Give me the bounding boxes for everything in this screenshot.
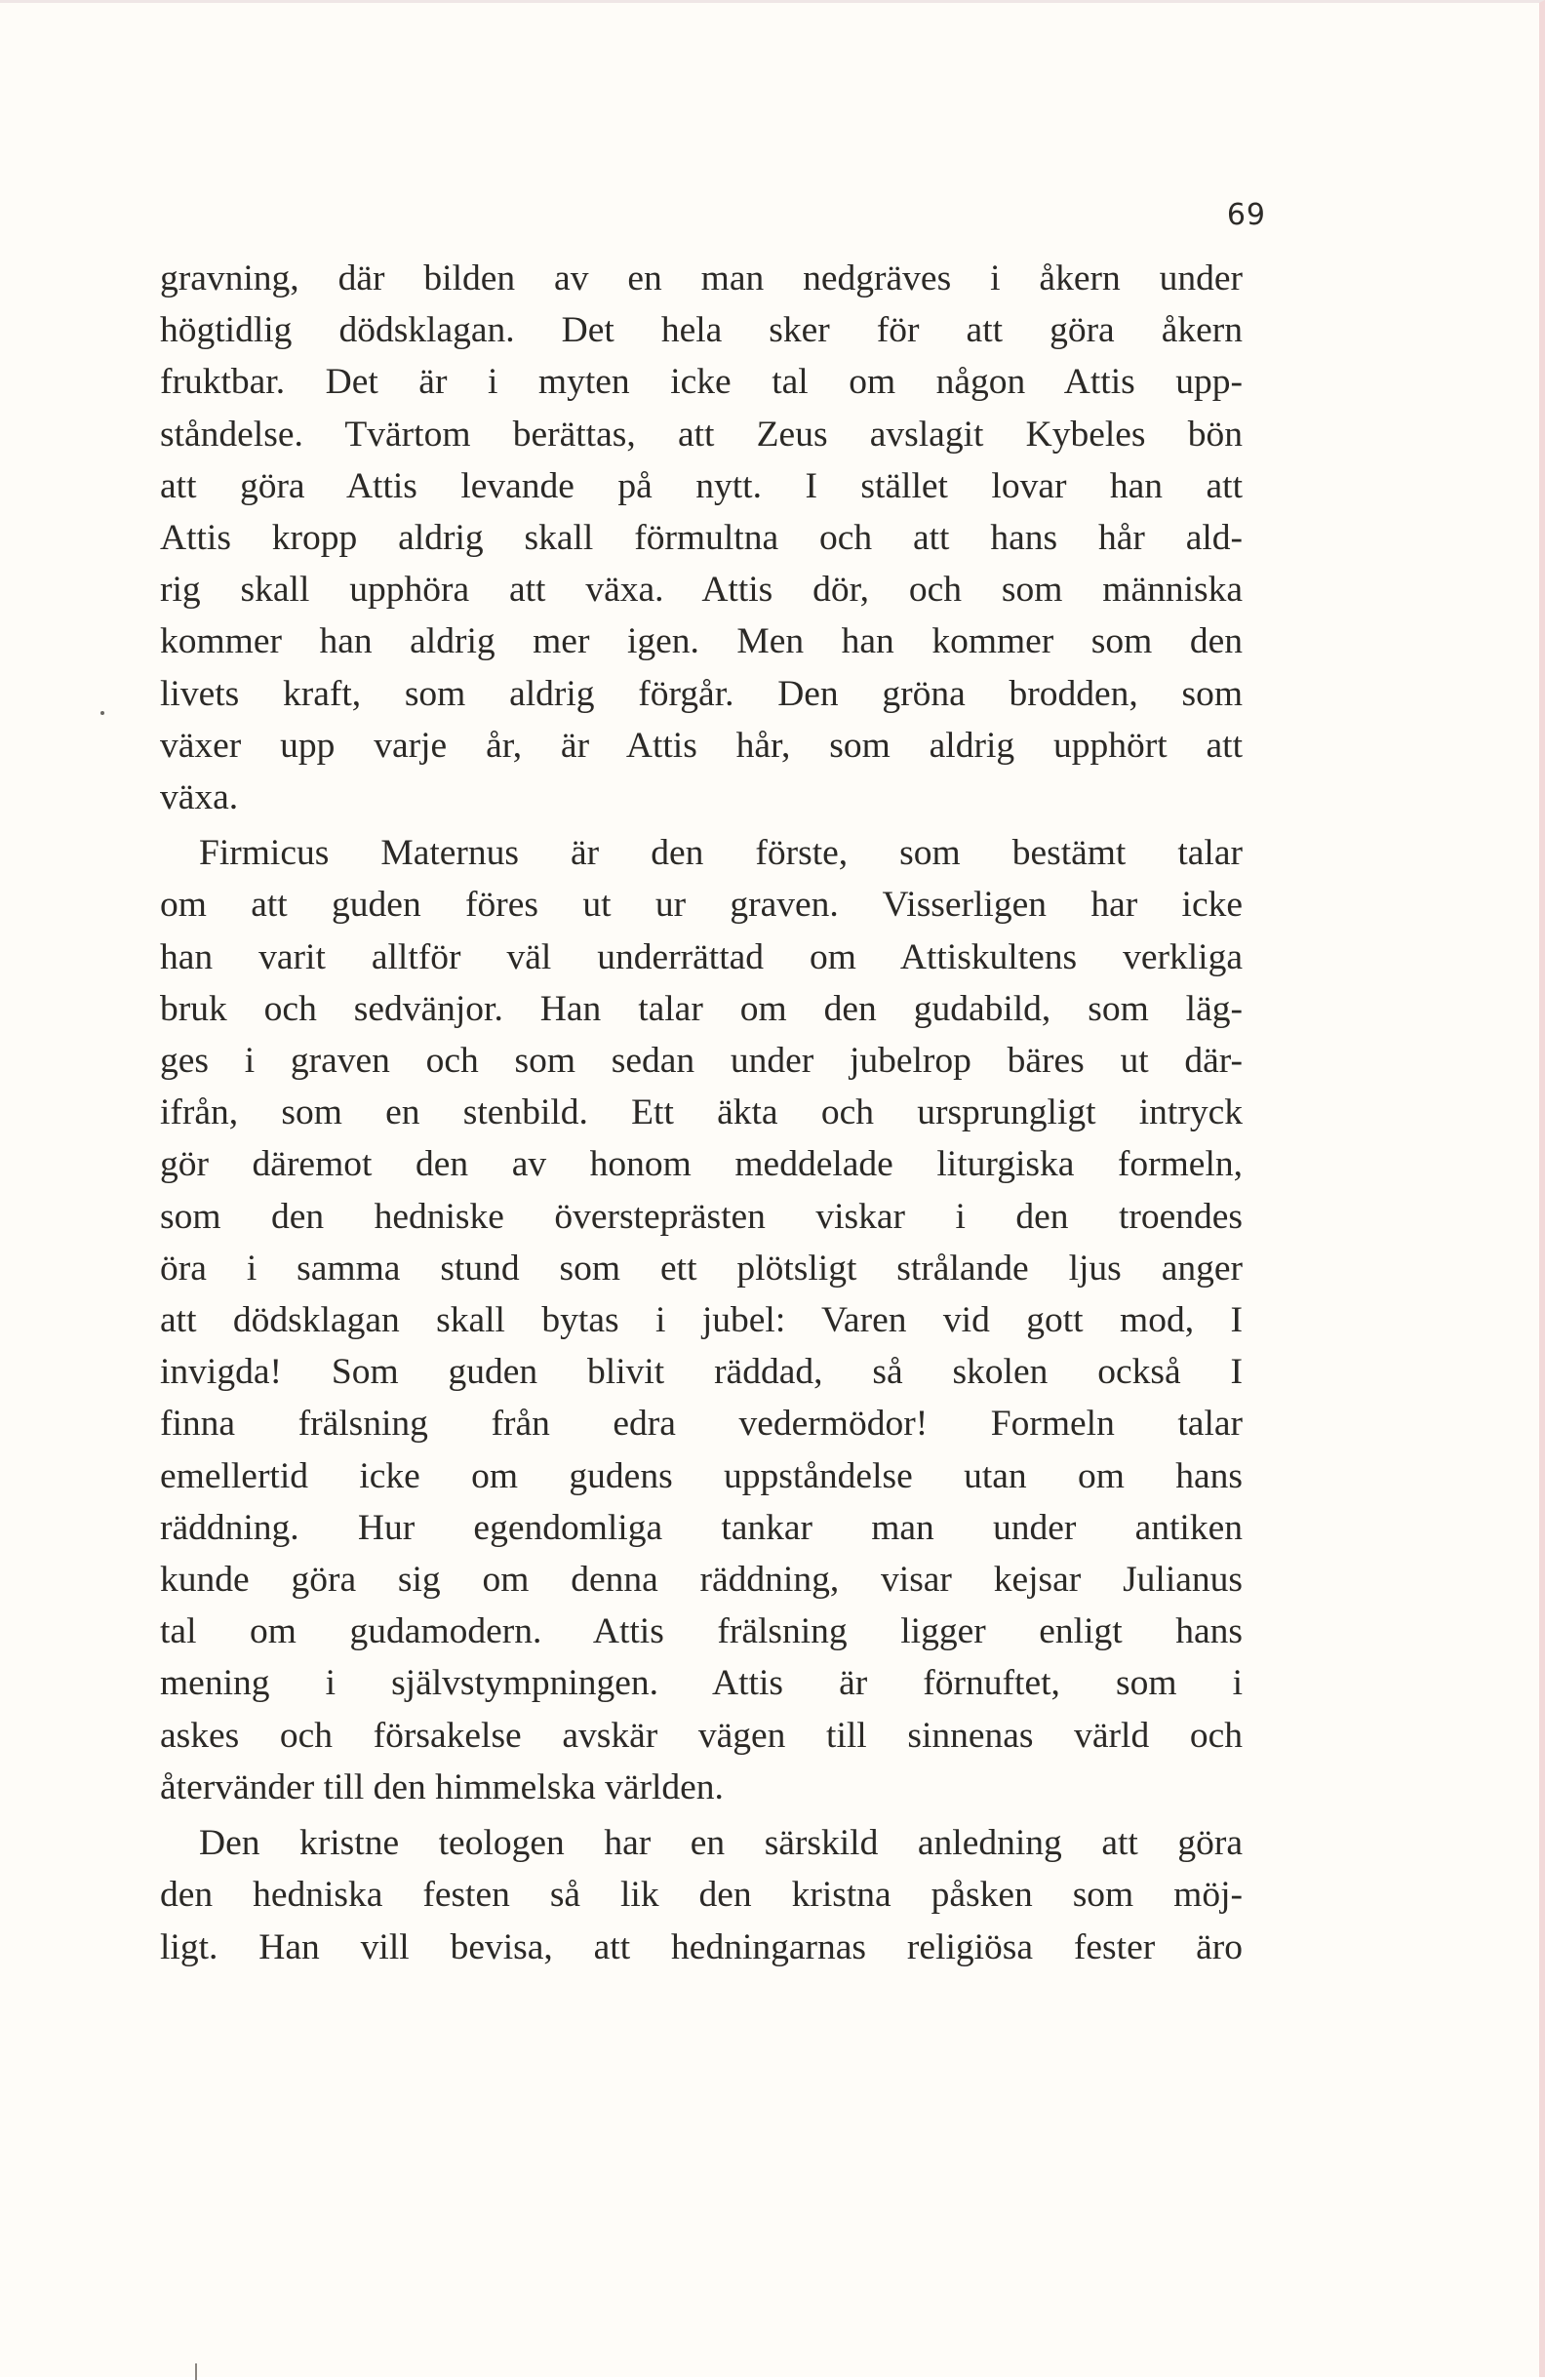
text-line: öra i samma stund som ett plötsligt strålande ljus anger xyxy=(160,1248,1243,1289)
text-line: högtidlig dödsklagan. Det hela sker för att göra åkern xyxy=(160,310,1243,351)
text-line: ståndelse. Tvärtom berättas, att Zeus avslagit Kybeles bön xyxy=(160,414,1243,455)
text-line: Firmicus Maternus är den förste, som bestämt talar xyxy=(199,833,1243,874)
paragraph-1 xyxy=(160,253,1243,823)
text-line: återvänder till den himmelska världen. xyxy=(160,1766,724,1807)
text-line: gör däremot den av honom meddelade liturgiska formeln, xyxy=(160,1144,1243,1185)
text-line: Attis kropp aldrig skall förmultna och att hans hår ald- xyxy=(160,518,1243,559)
text-line: kommer han aldrig mer igen. Men han kommer som den xyxy=(160,621,1243,662)
text-line: askes och försakelse avskär vägen till sinnenas värld och xyxy=(160,1715,1243,1756)
text-line: ges i graven och som sedan under jubelrop bäres ut där- xyxy=(160,1041,1243,1082)
text-line: emellertid icke om gudens uppståndelse utan om hans xyxy=(160,1455,1243,1496)
text-line: som den hedniske översteprästen viskar i den troendes xyxy=(160,1196,1243,1237)
text-line: om att guden föres ut ur graven. Visserligen har icke xyxy=(160,885,1243,926)
text-line: bruk och sedvänjor. Han talar om den gudabild, som läg- xyxy=(160,988,1243,1029)
text-line: mening i självstympningen. Attis är förnuftet, som i xyxy=(160,1663,1243,1704)
text-line: att dödsklagan skall bytas i jubel: Varen vid gott mod, I xyxy=(160,1300,1243,1341)
text-line: växa. xyxy=(160,777,239,818)
text-line: han varit alltför väl underrättad om Attiskultens verkliga xyxy=(160,936,1243,977)
edge-mark xyxy=(195,2363,197,2380)
text-line: den hedniska festen så lik den kristna påsken som möj- xyxy=(160,1875,1243,1916)
text-line: ifrån, som en stenbild. Ett äkta och ursprungligt intryck xyxy=(160,1092,1243,1133)
text-line: räddning. Hur egendomliga tankar man under antiken xyxy=(160,1507,1243,1548)
text-line: växer upp varje år, är Attis hår, som aldrig upphört att xyxy=(160,725,1243,766)
text-line: kunde göra sig om denna räddning, visar kejsar Julianus xyxy=(160,1560,1243,1601)
text-line: att göra Attis levande på nytt. I stället lovar han att xyxy=(160,465,1243,506)
text-line: livets kraft, som aldrig förgår. Den gröna brodden, som xyxy=(160,673,1243,714)
text-line: ligt. Han vill bevisa, att hedningarnas religiösa fester äro xyxy=(160,1926,1243,1967)
text-line: gravning, där bilden av en man nedgräves i åkern under xyxy=(160,258,1243,298)
text-line: Den kristne teologen har en särskild anledning att göra xyxy=(199,1823,1243,1864)
text-line: invigda! Som guden blivit räddad, så skolen också I xyxy=(160,1352,1243,1393)
margin-speck xyxy=(100,711,104,715)
text-line: fruktbar. Det är i myten icke tal om någon Attis upp- xyxy=(160,362,1243,403)
page-number: 69 xyxy=(1226,198,1266,232)
body-text xyxy=(160,253,1243,1973)
paragraph-3 xyxy=(160,1817,1243,1973)
paragraph-2 xyxy=(160,827,1243,1813)
text-line: finna frälsning från edra vedermödor! Formeln talar xyxy=(160,1404,1243,1445)
text-line: tal om gudamodern. Attis frälsning ligger enligt hans xyxy=(160,1611,1243,1652)
text-line: rig skall upphöra att växa. Attis dör, och som människa xyxy=(160,570,1243,611)
